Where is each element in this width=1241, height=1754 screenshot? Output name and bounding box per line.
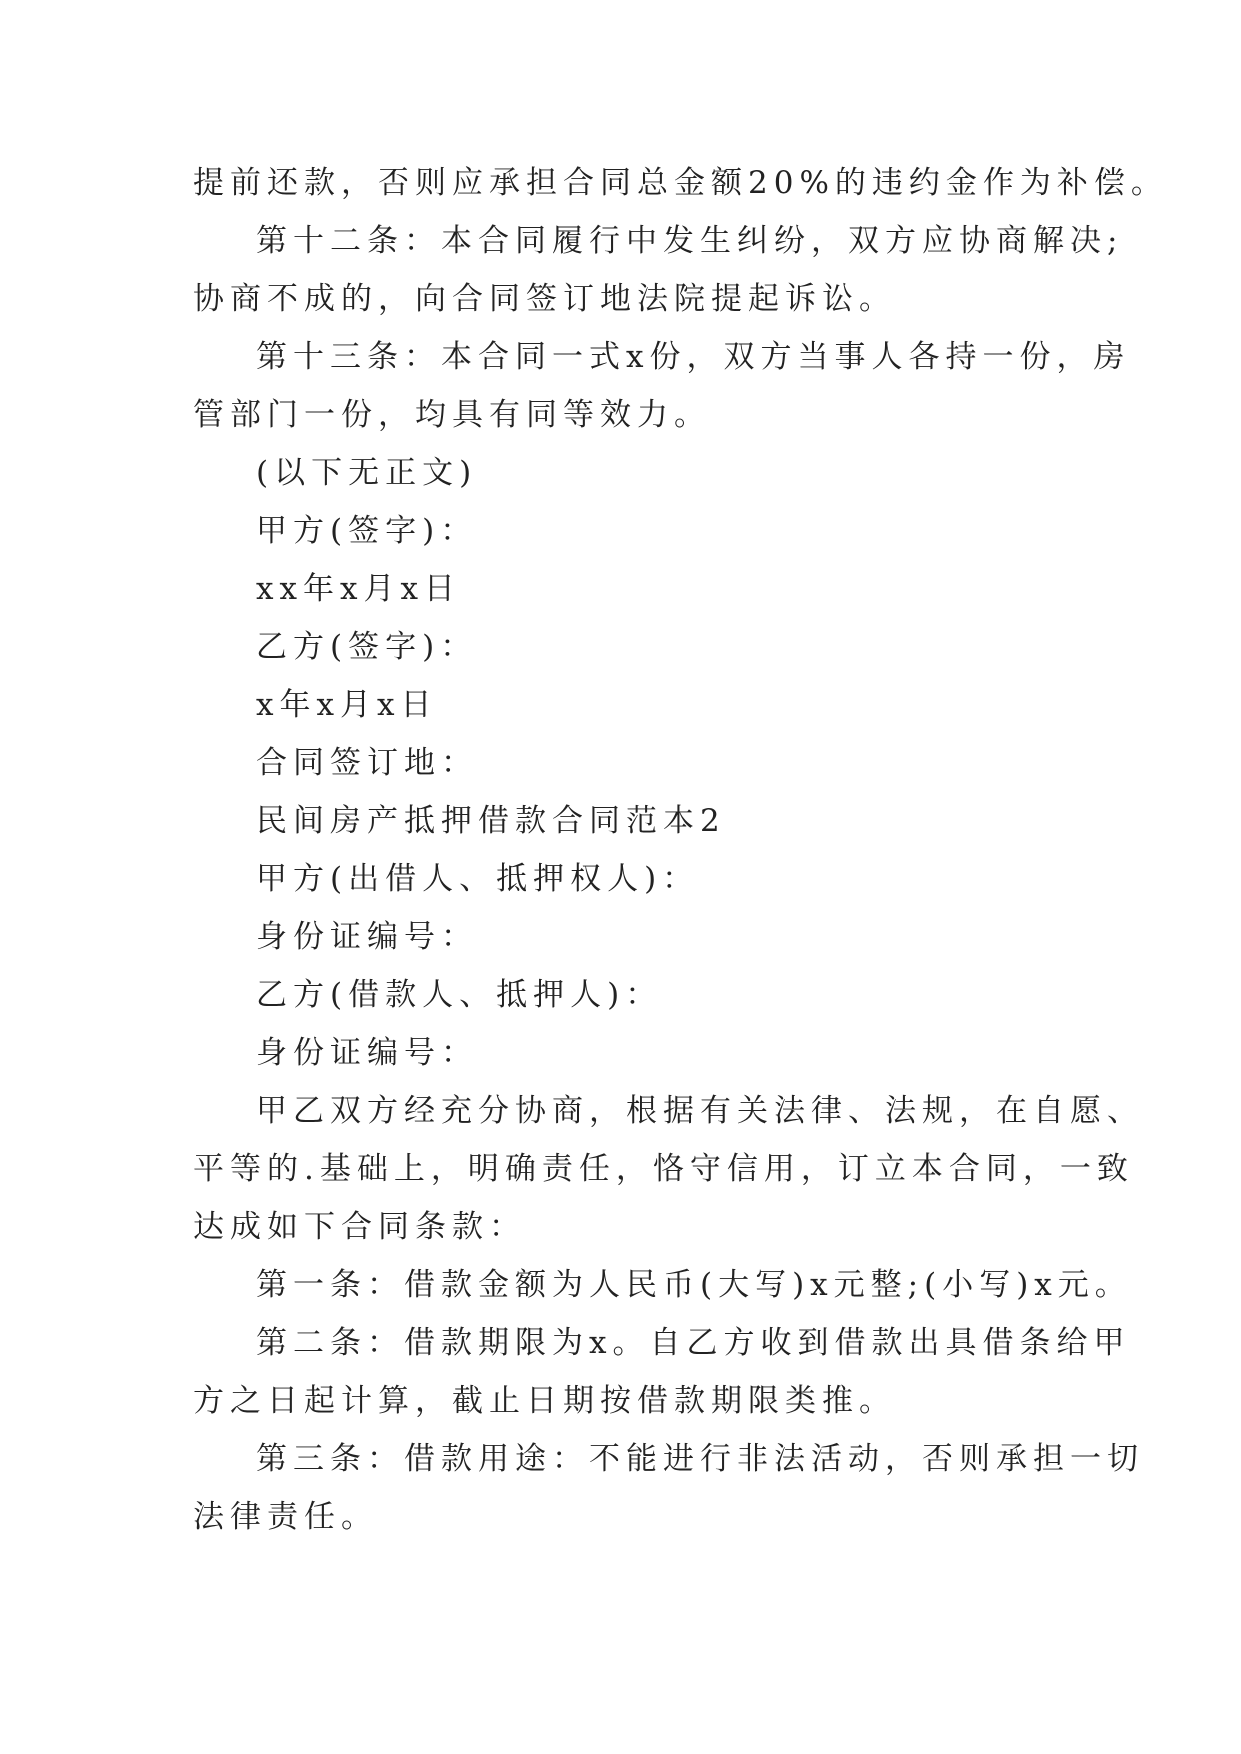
text-line: 乙方(借款人、抵押人)： xyxy=(256,977,663,1013)
text-line: x年x月x日 xyxy=(256,687,438,723)
text-line: 身份证编号： xyxy=(256,1035,478,1071)
text-line: 提前还款，否则应承担合同总金额20%的违约金作为补偿。 xyxy=(193,165,1168,201)
text-line: (以下无正文) xyxy=(256,455,478,491)
text-line: 第三条：借款用途：不能进行非法活动，否则承担一切 xyxy=(256,1441,1144,1477)
text-line: 甲方(出借人、抵押权人)： xyxy=(256,861,700,897)
text-line: 第一条：借款金额为人民币(大写)x元整;(小写)x元。 xyxy=(256,1267,1132,1303)
text-line: 达成如下合同条款： xyxy=(193,1209,526,1245)
text-line: 管部门一份，均具有同等效力。 xyxy=(193,397,711,433)
text-line: 法律责任。 xyxy=(193,1499,378,1535)
text-line: 平等的.基础上，明确责任，恪守信用，订立本合同，一致 xyxy=(193,1151,1134,1187)
text-line: xx年x月x日 xyxy=(256,571,461,607)
text-line: 第二条：借款期限为x。自乙方收到借款出具借条给甲 xyxy=(256,1325,1131,1361)
text-line: 合同签订地： xyxy=(256,745,478,781)
text-line: 甲乙双方经充分协商，根据有关法律、法规，在自愿、 xyxy=(256,1093,1144,1129)
text-line: 协商不成的，向合同签订地法院提起诉讼。 xyxy=(193,281,896,317)
text-line: 第十三条：本合同一式x份，双方当事人各持一份，房 xyxy=(256,339,1131,375)
text-line: 乙方(签字)： xyxy=(256,629,478,665)
text-line: 方之日起计算，截止日期按借款期限类推。 xyxy=(193,1383,896,1419)
text-line: 身份证编号： xyxy=(256,919,478,955)
text-line: 第十二条：本合同履行中发生纠纷，双方应协商解决; xyxy=(256,223,1124,259)
text-line: 甲方(签字)： xyxy=(256,513,478,549)
text-line: 民间房产抵押借款合同范本2 xyxy=(256,803,726,839)
